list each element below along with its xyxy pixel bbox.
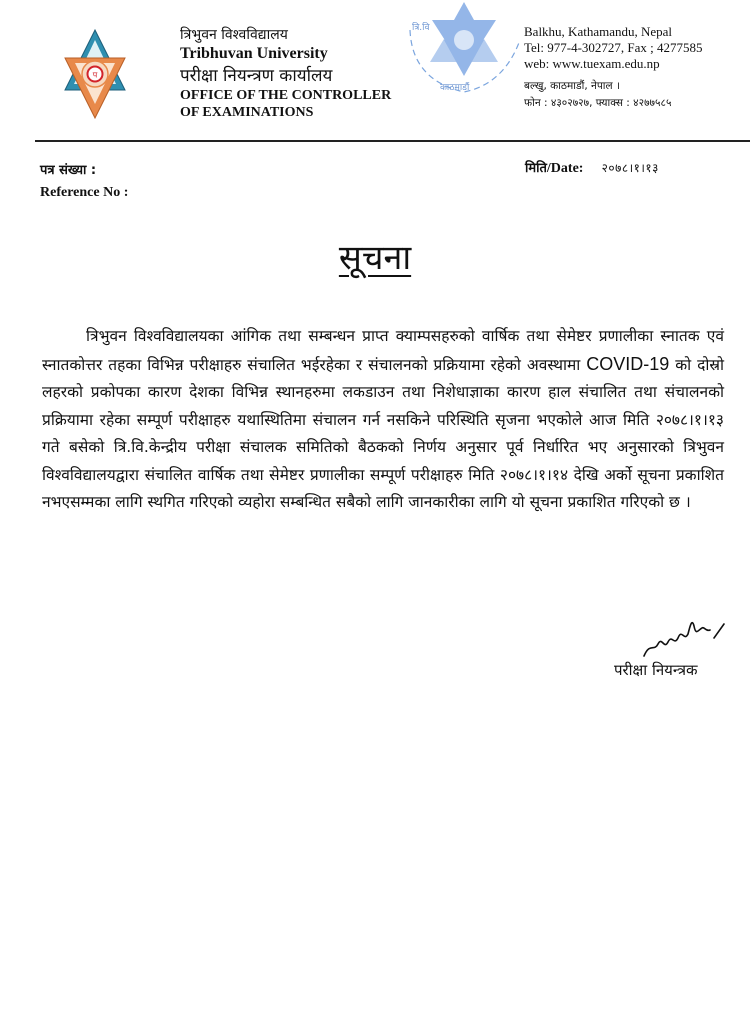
- date-label-en: /Date:: [546, 161, 584, 176]
- header-divider: [35, 140, 750, 142]
- date-label: [525, 161, 583, 176]
- notice-body-part1: त्रिभुवन विश्वविद्यालयका आंगिक तथा सम्बन्धन प्राप्त क्याम्पसहरुको वार्षिक तथा सेमेष्टर प्रणालीका स्नातक एवं स्नातकोत्तर तहका विभिन्न परीक्षाहरु संचालित भईरहेका र संचालनको प्रक्रियामा रहेको अवस्थामा: [42, 327, 724, 374]
- reference-label-en: Reference No :: [40, 185, 129, 200]
- telephone-fax-en: Tel: 977-4-302727, Fax ; 4277585: [524, 40, 703, 55]
- handwritten-signature-icon: [640, 612, 730, 662]
- notice-body-covid: COVID-19: [586, 353, 670, 374]
- telephone-fax-np: फोन : ४३०२७२७, फ्याक्स : ४२७७५८५: [524, 97, 672, 109]
- notice-title: सूचना: [338, 238, 412, 278]
- notice-title-wrapper: [0, 236, 750, 280]
- reference-label-np: पत्र संख्या :: [40, 163, 97, 178]
- signatory-title: परीक्षा नियन्त्रक: [614, 661, 698, 679]
- contact-block: [524, 24, 750, 112]
- university-name-np: त्रिभुवन विश्वविद्यालय: [180, 27, 288, 43]
- address-en: Balkhu, Kathamandu, Nepal: [524, 24, 673, 39]
- address-np: बल्खु, काठमाडौं, नेपाल ।: [524, 80, 620, 92]
- letterhead: [0, 0, 750, 140]
- office-name-en-line1: OFFICE OF THE CONTROLLER: [180, 88, 392, 103]
- notice-body-part2: को दोस्रो लहरको प्रकोपका कारण देशका विभिन्न स्थानहरुमा लकडाउन तथा निशेधाज्ञाका कारण हाल संचालित तथा संचालनको प्रक्रियामा रहेका सम्पूर्ण परीक्षाहरु यथास्थितिमा संचालन गर्न नसकिने परिस्थिति सृजना भएकोले आज मिति २०७८।१।१३ गते बसेको त्रि.वि.केन्द्रीय परीक्षा संचालक समितिको बैठकको निर्णय अनुसार पूर्व निर्धारित भए अनुसारको त्रिभुवन विश्वविद्यालयद्वारा संचालित वार्षिक तथा सेमेष्टर प्रणालीका सम्पूर्ण परीक्षाहरु मिति २०७८।१।१४ देखि अर्को सूचना प्रकाशित नभएसम्मका लागि स्थगित गरिएको व्यहोरा सम्बन्धित सबैको लागि जानकारीका लागि यो सूचना प्रकाशित गरिएको छ ।: [42, 355, 724, 511]
- date-block: [525, 158, 659, 177]
- date-value: २०७८।१।१३: [601, 161, 659, 175]
- office-name-np: परीक्षा नियन्त्रण कार्यालय: [180, 66, 333, 86]
- office-seal-stamp-icon: [404, 0, 524, 100]
- reference-block: [40, 160, 128, 204]
- svg-text:त्रि.वि: त्रि.वि: [412, 23, 430, 33]
- institution-name-block: [180, 26, 440, 121]
- university-name-en: Tribhuvan University: [180, 45, 328, 62]
- date-label-np: मिति: [525, 161, 547, 176]
- tribhuvan-university-logo-icon: [63, 28, 127, 120]
- website: web: www.tuexam.edu.np: [524, 56, 660, 71]
- office-name-en-line2: OF EXAMINATIONS: [180, 105, 314, 120]
- svg-text:प: प: [92, 70, 98, 80]
- svg-text:काठमाडौं: काठमाडौं: [440, 83, 470, 93]
- notice-body: [42, 323, 724, 517]
